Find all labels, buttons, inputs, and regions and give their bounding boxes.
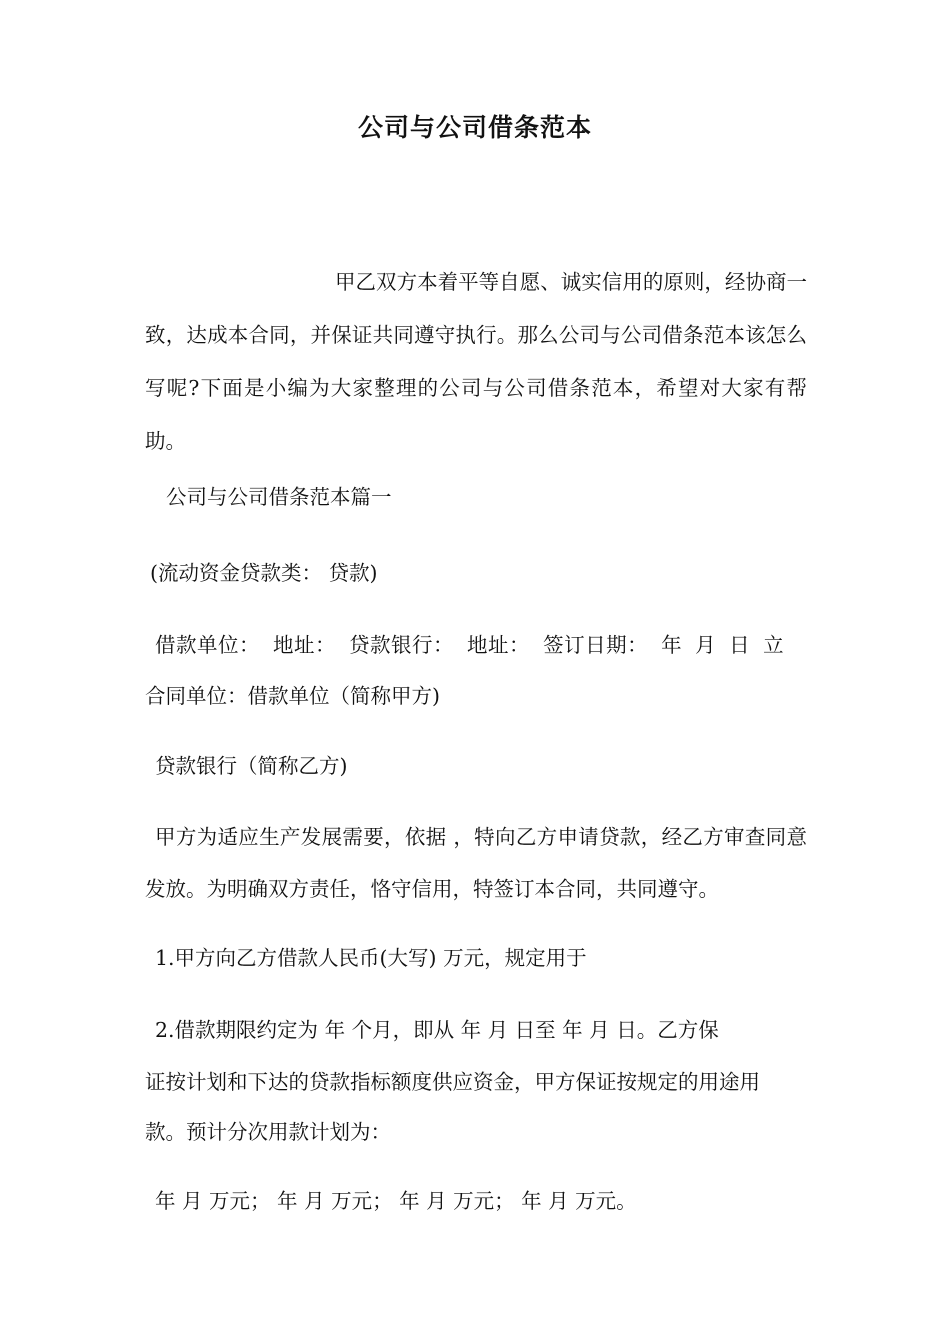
clause-2-line-3: 款。预计分次用款计划为：	[145, 1120, 391, 1144]
clause-1: 1.甲方向乙方借款人民币(大写) 万元，规定用于	[155, 946, 587, 970]
document-title: 公司与公司借条范本	[357, 113, 592, 142]
intro-paragraph: 甲乙双方本着平等自愿、诚实信用的原则，经协商一致，达成本合同，并保证共同遵守执行。那么公司与公司借条范本该怎么写呢?下面是小编为大家整理的公司与公司借条范本，希望对大家有帮助。	[145, 270, 807, 453]
schedule-line: 年 月 万元； 年 月 万元； 年 月 万元； 年 月 万元。	[155, 1189, 637, 1213]
clause-2-line-1: 2.借款期限约定为 年 个月，即从 年 月 日至 年 月 日。乙方保	[155, 1018, 719, 1042]
lender-line: 贷款银行（简称乙方)	[155, 754, 348, 778]
loan-type-line: (流动资金贷款类： 贷款)	[150, 561, 378, 585]
preamble-paragraph: 甲方为适应生产发展需要，依据 ，特向乙方申请贷款，经乙方审查同意发放。为明确双方责任，恪守信用，特签订本合同，共同遵守。	[145, 825, 807, 901]
clause-2-line-2: 证按计划和下达的贷款指标额度供应资金，甲方保证按规定的用途用	[145, 1070, 760, 1094]
header-fields-line: 借款单位： 地址： 贷款银行： 地址： 签订日期： 年 月 日 立	[155, 633, 785, 657]
section-heading: 公司与公司借条范本篇一	[166, 485, 392, 509]
contract-parties-line: 合同单位：借款单位（简称甲方)	[145, 684, 440, 708]
